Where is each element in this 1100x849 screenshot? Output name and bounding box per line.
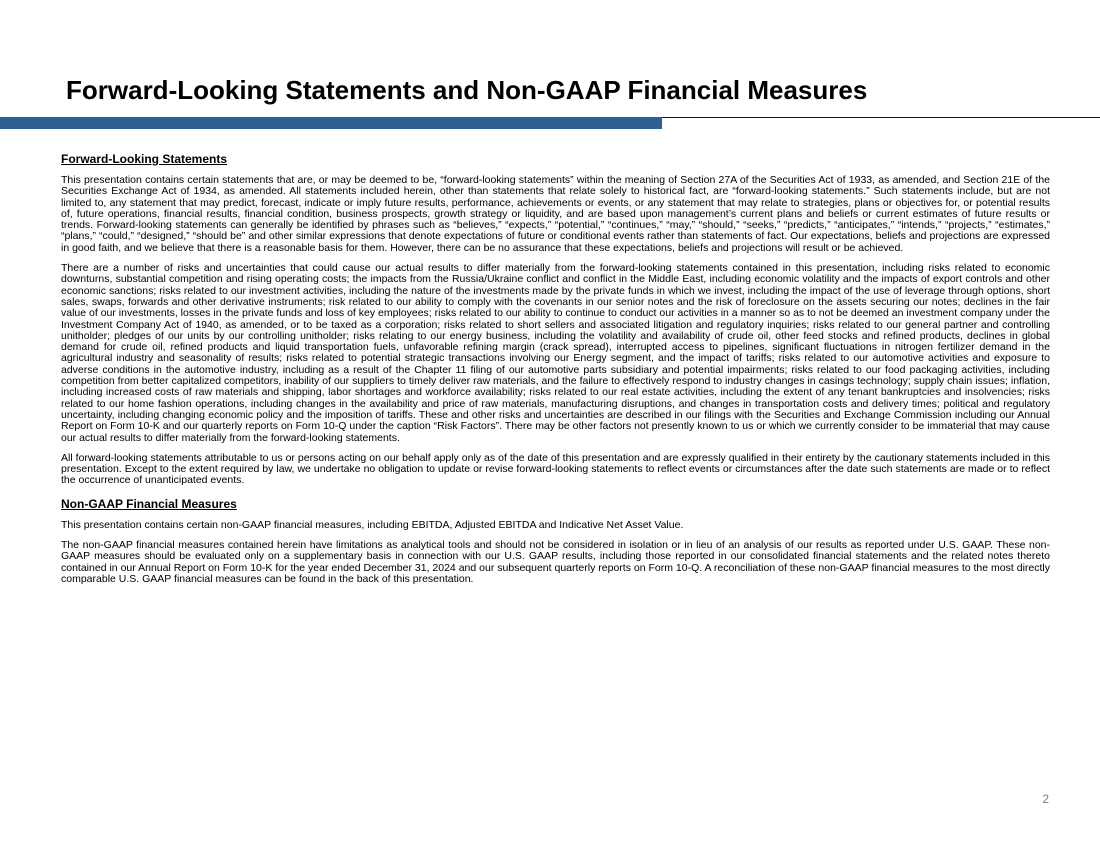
page-title: Forward-Looking Statements and Non-GAAP Financial Measures	[66, 75, 868, 105]
non-gaap-paragraph-2: The non-GAAP financial measures contained herein have limitations as analytical tools and should not be considered in isolation or in lieu of an analysis of our results as reported under U.S. GAAP. These non-GAAP measures should be evaluated only on a supplementary basis in connection with our U.S. GAAP results, including those reported in our consolidated financial statements and the related notes thereto contained in our Annual Report on Form 10-K for the year ended December 31, 2024 and our subsequent quarterly reports on Form 10-Q. A reconciliation of these non-GAAP financial measures to the most directly comparable U.S. GAAP financial measures can be found in the back of this presentation.	[61, 539, 1050, 585]
forward-looking-section	[61, 152, 1050, 487]
forward-looking-heading: Forward-Looking Statements	[61, 152, 228, 166]
page-number: 2	[1042, 792, 1049, 806]
forward-looking-paragraph-3: All forward-looking statements attributable to us or persons acting on our behalf apply only as of the date of this presentation and are expressly qualified in their entirety by the cautionary statements included in this presentation. Except to the extent required by law, we undertake no obligation to update or revise forward-looking statements to reflect events or circumstances after the date such statements are made or to reflect the occurrence of unanticipated events.	[61, 451, 1050, 487]
forward-looking-paragraph-1: This presentation contains certain statements that are, or may be deemed to be, “forward-looking statements” within the meaning of Section 27A of the Securities Act of 1933, as amended, and Section 21E of the Securities Exchange Act of 1934, as amended. All statements included herein, other than statements that relate solely to historical fact, are “forward-looking statements.” Such statements include, but are not limited to, any statement that may predict, forecast, indicate or imply future results, performance, achievements or events, or any statement that may relate to strategies, plans or objectives for, or potential results of, future operations, financial results, financial condition, business prospects, growth strategy or liquidity, and are based upon management’s current plans and beliefs or current estimates of future results or trends. Forward-looking statements can generally be identified by phrases such as “believes,” “expects,” “potential,” “continues,” “may,” “should,” “seeks,” “predicts,” “anticipates,” “intends,” “projects,” “estimates,” “plans,” “could,” “designed,” “should be” and other similar expressions that denote expectations of future or conditional events rather than statements of fact. Our expectations, beliefs and projections are expressed in good faith, and we believe that there is a reasonable basis for them. However, there can be no assurance that these expectations, beliefs and projections will result or be achieved.	[61, 174, 1050, 254]
forward-looking-paragraph-2: There are a number of risks and uncertainties that could cause our actual results to differ materially from the forward-looking statements contained in this presentation, including risks related to economic downturns, substantial competition and rising operating costs; the impacts from the Russia/Ukraine conflict and conflict in the Middle East, including economic volatility and the impacts of export controls and other economic sanctions; risks related to our investment activities, including the nature of the investments made by the private funds in which we invest, including the impact of the use of leverage through options, short sales, swaps, forwards and other derivative instruments; risk related to our ability to comply with the covenants in our senior notes and the risk of foreclosure on the assets securing our notes; declines in the fair value of our investments, losses in the private funds and loss of key employees; risks related to our ability to continue to conduct our activities in a manner so as to not be deemed an investment company under the Investment Company Act of 1940, as amended, or to be taxed as a corporation; risks related to short sellers and associated litigation and regulatory inquiries; risks related to our general partner and controlling unitholder; pledges of our units by our controlling unitholder; risks relating to our energy business, including the volatility and availability of crude oil, other feed stocks and refined products, declines in global demand for crude oil, refined products and liquid transportation fuels, unfavorable refining margin (crack spread), interrupted access to pipelines, significant fluctuations in nitrogen fertilizer demand in the agricultural industry and seasonality of results; risks related to potential strategic transactions involving our Energy segment, and the impact of tariffs; risks related to our automotive activities and exposure to adverse conditions in the automotive industry, including as a result of the Chapter 11 filing of our automotive parts subsidiary and potential impairments; risks related to our food packaging activities, including competition from better capitalized competitors, inability of our suppliers to timely deliver raw materials, and the failure to effectively respond to industry changes in casings technology; supply chain issues; inflation, including increased costs of raw materials and shipping, labor shortages and workforce availability; risks related to our real estate activities, including the extent of any tenant bankruptcies and insolvencies; risks related to our home fashion operations, including changes in the availability and price of raw materials, manufacturing disruptions, and changes in transportation costs and delivery times; political and regulatory uncertainty, including changing economic policy and the imposition of tariffs. These and other risks and uncertainties are described in our filings with the Securities and Exchange Commission including our Annual Report on Form 10-K and our quarterly reports on Form 10-Q under the caption “Risk Factors”. There may be other factors not presently known to us or which we currently consider to be immaterial that may cause our actual results to differ materially from the forward-looking statements.	[61, 262, 1050, 444]
slide-content	[61, 152, 1050, 594]
title-accent-bar	[0, 117, 662, 129]
non-gaap-paragraph-1: This presentation contains certain non-GAAP financial measures, including EBITDA, Adjusted EBITDA and Indicative Net Asset Value.	[61, 518, 684, 531]
non-gaap-section	[61, 497, 1050, 585]
non-gaap-heading: Non-GAAP Financial Measures	[61, 496, 237, 511]
